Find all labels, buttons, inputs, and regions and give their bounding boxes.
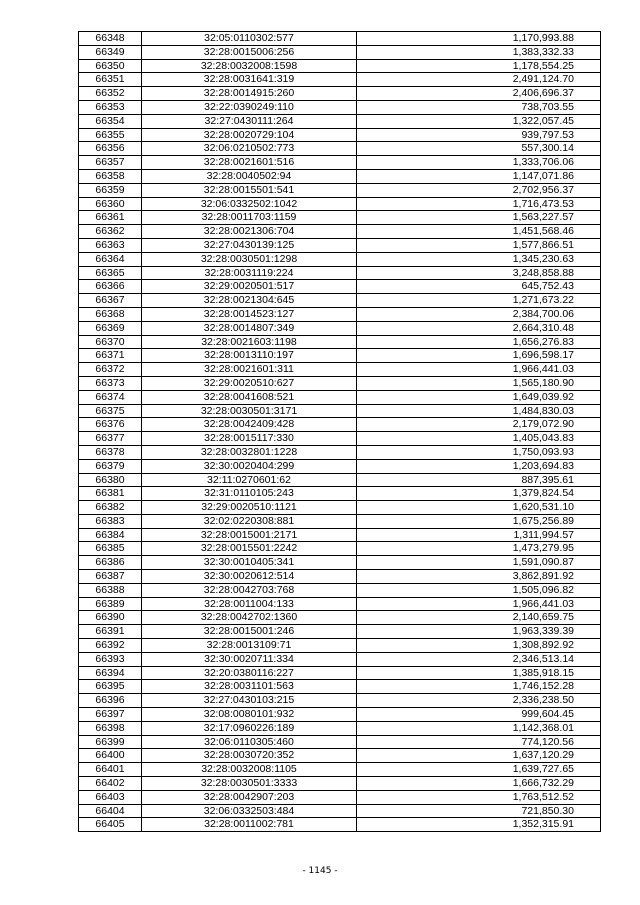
table-row: [79, 211, 601, 225]
cadastral-number-cell: 32:28:0042409:428: [142, 418, 357, 432]
amount-cell: 1,385,918.15: [357, 666, 601, 680]
amount-cell: 1,379,824.54: [357, 487, 601, 501]
table-row: [79, 335, 601, 349]
row-number-cell: 66400: [79, 749, 142, 763]
table-row: [79, 445, 601, 459]
table-body: [79, 32, 601, 832]
row-number-cell: 66386: [79, 556, 142, 570]
table-row: [79, 169, 601, 183]
row-number-cell: 66395: [79, 680, 142, 694]
amount-cell: 557,300.14: [357, 142, 601, 156]
table-row: [79, 307, 601, 321]
table-row: [79, 777, 601, 791]
table-row: [79, 128, 601, 142]
table-row: [79, 666, 601, 680]
row-number-cell: 66377: [79, 432, 142, 446]
cadastral-number-cell: 32:30:0010405:341: [142, 556, 357, 570]
cadastral-number-cell: 32:28:0042703:768: [142, 583, 357, 597]
amount-cell: 738,703.55: [357, 100, 601, 114]
cadastral-number-cell: 32:28:0042702:1360: [142, 611, 357, 625]
table-row: [79, 294, 601, 308]
row-number-cell: 66365: [79, 266, 142, 280]
amount-cell: 1,620,531.10: [357, 501, 601, 515]
cadastral-number-cell: 32:28:0032008:1105: [142, 763, 357, 777]
row-number-cell: 66383: [79, 514, 142, 528]
data-table-container: [78, 31, 598, 832]
amount-cell: 2,336,238.50: [357, 694, 601, 708]
table-row: [79, 694, 601, 708]
amount-cell: 1,716,473.53: [357, 197, 601, 211]
cadastral-number-cell: 32:30:0020612:514: [142, 570, 357, 584]
cadastral-number-cell: 32:28:0011004:133: [142, 597, 357, 611]
amount-cell: 1,170,993.88: [357, 32, 601, 46]
amount-cell: 1,451,568.46: [357, 225, 601, 239]
table-row: [79, 501, 601, 515]
amount-cell: 721,850.30: [357, 804, 601, 818]
table-row: [79, 183, 601, 197]
amount-cell: 1,565,180.90: [357, 376, 601, 390]
cadastral-number-cell: 32:29:0020510:1121: [142, 501, 357, 515]
row-number-cell: 66379: [79, 459, 142, 473]
cadastral-number-cell: 32:29:0020501:517: [142, 280, 357, 294]
page-number: - 1145 -: [302, 866, 338, 876]
row-number-cell: 66370: [79, 335, 142, 349]
cadastral-number-cell: 32:22:0390249:110: [142, 100, 357, 114]
cadastral-number-cell: 32:28:0015001:2171: [142, 528, 357, 542]
table-row: [79, 514, 601, 528]
row-number-cell: 66355: [79, 128, 142, 142]
table-row: [79, 570, 601, 584]
table-row: [79, 625, 601, 639]
row-number-cell: 66373: [79, 376, 142, 390]
row-number-cell: 66363: [79, 238, 142, 252]
amount-cell: 1,763,512.52: [357, 790, 601, 804]
amount-cell: 1,311,994.57: [357, 528, 601, 542]
amount-cell: 1,966,441.03: [357, 363, 601, 377]
row-number-cell: 66358: [79, 169, 142, 183]
table-row: [79, 100, 601, 114]
amount-cell: 3,862,891.92: [357, 570, 601, 584]
row-number-cell: 66350: [79, 59, 142, 73]
cadastral-number-cell: 32:28:0021601:516: [142, 156, 357, 170]
cadastral-number-cell: 32:27:0430103:215: [142, 694, 357, 708]
row-number-cell: 66384: [79, 528, 142, 542]
cadastral-number-cell: 32:28:0042907:203: [142, 790, 357, 804]
table-row: [79, 818, 601, 832]
amount-cell: 1,352,315.91: [357, 818, 601, 832]
table-row: [79, 280, 601, 294]
amount-cell: 1,383,332.33: [357, 45, 601, 59]
table-row: [79, 114, 601, 128]
row-number-cell: 66359: [79, 183, 142, 197]
amount-cell: 1,656,276.83: [357, 335, 601, 349]
amount-cell: 1,746,152.28: [357, 680, 601, 694]
row-number-cell: 66399: [79, 735, 142, 749]
table-row: [79, 804, 601, 818]
cadastral-number-cell: 32:08:0080101:932: [142, 708, 357, 722]
row-number-cell: 66378: [79, 445, 142, 459]
table-row: [79, 363, 601, 377]
amount-cell: 1,484,830.03: [357, 404, 601, 418]
table-row: [79, 652, 601, 666]
amount-cell: 1,966,441.03: [357, 597, 601, 611]
amount-cell: 939,797.53: [357, 128, 601, 142]
cadastral-number-cell: 32:06:0210502:773: [142, 142, 357, 156]
amount-cell: 1,563,227.57: [357, 211, 601, 225]
amount-cell: 1,649,039.92: [357, 390, 601, 404]
amount-cell: 999,604.45: [357, 708, 601, 722]
row-number-cell: 66357: [79, 156, 142, 170]
cadastral-number-cell: 32:28:0032801:1228: [142, 445, 357, 459]
table-row: [79, 266, 601, 280]
row-number-cell: 66394: [79, 666, 142, 680]
amount-cell: 887,395.61: [357, 473, 601, 487]
amount-cell: 2,346,513.14: [357, 652, 601, 666]
cadastral-number-cell: 32:28:0011703:1159: [142, 211, 357, 225]
table-row: [79, 390, 601, 404]
amount-cell: 1,178,554.25: [357, 59, 601, 73]
cadastral-number-cell: 32:20:0380116:227: [142, 666, 357, 680]
cadastral-number-cell: 32:29:0020510:627: [142, 376, 357, 390]
cadastral-number-cell: 32:28:0030501:3333: [142, 777, 357, 791]
cadastral-number-cell: 32:02:0220308:881: [142, 514, 357, 528]
amount-cell: 1,271,673.22: [357, 294, 601, 308]
amount-cell: 2,179,072.90: [357, 418, 601, 432]
cadastral-number-cell: 32:28:0014807:349: [142, 321, 357, 335]
row-number-cell: 66371: [79, 349, 142, 363]
row-number-cell: 66402: [79, 777, 142, 791]
data-table: [78, 31, 601, 832]
cadastral-number-cell: 32:28:0040502:94: [142, 169, 357, 183]
cadastral-number-cell: 32:28:0031641:319: [142, 73, 357, 87]
row-number-cell: 66396: [79, 694, 142, 708]
row-number-cell: 66374: [79, 390, 142, 404]
row-number-cell: 66397: [79, 708, 142, 722]
cadastral-number-cell: 32:28:0015001:246: [142, 625, 357, 639]
row-number-cell: 66372: [79, 363, 142, 377]
table-row: [79, 225, 601, 239]
table-row: [79, 418, 601, 432]
table-row: [79, 708, 601, 722]
cadastral-number-cell: 32:11:0270601:62: [142, 473, 357, 487]
amount-cell: 1,675,256.89: [357, 514, 601, 528]
cadastral-number-cell: 32:28:0041608:521: [142, 390, 357, 404]
cadastral-number-cell: 32:28:0032008:1598: [142, 59, 357, 73]
row-number-cell: 66354: [79, 114, 142, 128]
cadastral-number-cell: 32:28:0030501:1298: [142, 252, 357, 266]
table-row: [79, 735, 601, 749]
row-number-cell: 66385: [79, 542, 142, 556]
cadastral-number-cell: 32:28:0015117:330: [142, 432, 357, 446]
cadastral-number-cell: 32:17:0960226:189: [142, 721, 357, 735]
cadastral-number-cell: 32:28:0014523:127: [142, 307, 357, 321]
cadastral-number-cell: 32:28:0021304:645: [142, 294, 357, 308]
table-row: [79, 73, 601, 87]
amount-cell: 1,639,727.65: [357, 763, 601, 777]
table-row: [79, 542, 601, 556]
row-number-cell: 66361: [79, 211, 142, 225]
row-number-cell: 66360: [79, 197, 142, 211]
cadastral-number-cell: 32:06:0332503:484: [142, 804, 357, 818]
amount-cell: 2,664,310.48: [357, 321, 601, 335]
amount-cell: 1,473,279.95: [357, 542, 601, 556]
amount-cell: 1,405,043.83: [357, 432, 601, 446]
cadastral-number-cell: 32:28:0031101:563: [142, 680, 357, 694]
table-row: [79, 321, 601, 335]
amount-cell: 3,248,858.88: [357, 266, 601, 280]
row-number-cell: 66404: [79, 804, 142, 818]
cadastral-number-cell: 32:28:0015501:2242: [142, 542, 357, 556]
row-number-cell: 66376: [79, 418, 142, 432]
table-row: [79, 376, 601, 390]
amount-cell: 1,963,339.39: [357, 625, 601, 639]
cadastral-number-cell: 32:05:0110302:577: [142, 32, 357, 46]
table-row: [79, 528, 601, 542]
amount-cell: 645,752.43: [357, 280, 601, 294]
cadastral-number-cell: 32:06:0332502:1042: [142, 197, 357, 211]
row-number-cell: 66392: [79, 639, 142, 653]
row-number-cell: 66401: [79, 763, 142, 777]
cadastral-number-cell: 32:28:0013110:197: [142, 349, 357, 363]
table-row: [79, 197, 601, 211]
row-number-cell: 66391: [79, 625, 142, 639]
table-row: [79, 252, 601, 266]
cadastral-number-cell: 32:28:0031119:224: [142, 266, 357, 280]
table-row: [79, 59, 601, 73]
row-number-cell: 66351: [79, 73, 142, 87]
table-row: [79, 45, 601, 59]
row-number-cell: 66353: [79, 100, 142, 114]
cadastral-number-cell: 32:27:0430139:125: [142, 238, 357, 252]
cadastral-number-cell: 32:28:0014915:260: [142, 87, 357, 101]
row-number-cell: 66387: [79, 570, 142, 584]
table-row: [79, 32, 601, 46]
amount-cell: 1,203,694.83: [357, 459, 601, 473]
cadastral-number-cell: 32:28:0011002:781: [142, 818, 357, 832]
table-row: [79, 238, 601, 252]
row-number-cell: 66398: [79, 721, 142, 735]
row-number-cell: 66389: [79, 597, 142, 611]
row-number-cell: 66352: [79, 87, 142, 101]
row-number-cell: 66375: [79, 404, 142, 418]
amount-cell: 2,140,659.75: [357, 611, 601, 625]
row-number-cell: 66364: [79, 252, 142, 266]
cadastral-number-cell: 32:28:0021601:311: [142, 363, 357, 377]
row-number-cell: 66380: [79, 473, 142, 487]
amount-cell: 1,322,057.45: [357, 114, 601, 128]
row-number-cell: 66369: [79, 321, 142, 335]
cadastral-number-cell: 32:28:0030501:3171: [142, 404, 357, 418]
row-number-cell: 66356: [79, 142, 142, 156]
table-row: [79, 597, 601, 611]
amount-cell: 2,406,696.37: [357, 87, 601, 101]
cadastral-number-cell: 32:27:0430111:264: [142, 114, 357, 128]
amount-cell: 2,702,956.37: [357, 183, 601, 197]
table-row: [79, 142, 601, 156]
table-row: [79, 790, 601, 804]
cadastral-number-cell: 32:28:0015501:541: [142, 183, 357, 197]
amount-cell: 1,666,732.29: [357, 777, 601, 791]
table-row: [79, 556, 601, 570]
cadastral-number-cell: 32:28:0013109:71: [142, 639, 357, 653]
amount-cell: 774,120.56: [357, 735, 601, 749]
row-number-cell: 66367: [79, 294, 142, 308]
row-number-cell: 66405: [79, 818, 142, 832]
table-row: [79, 349, 601, 363]
table-row: [79, 639, 601, 653]
cadastral-number-cell: 32:28:0020729:104: [142, 128, 357, 142]
table-row: [79, 487, 601, 501]
row-number-cell: 66348: [79, 32, 142, 46]
cadastral-number-cell: 32:28:0030720:352: [142, 749, 357, 763]
amount-cell: 2,491,124.70: [357, 73, 601, 87]
cadastral-number-cell: 32:30:0020404:299: [142, 459, 357, 473]
cadastral-number-cell: 32:06:0110305:460: [142, 735, 357, 749]
row-number-cell: 66368: [79, 307, 142, 321]
table-row: [79, 404, 601, 418]
amount-cell: 1,750,093.93: [357, 445, 601, 459]
amount-cell: 2,384,700.06: [357, 307, 601, 321]
row-number-cell: 66390: [79, 611, 142, 625]
table-row: [79, 583, 601, 597]
table-row: [79, 432, 601, 446]
table-row: [79, 459, 601, 473]
row-number-cell: 66388: [79, 583, 142, 597]
cadastral-number-cell: 32:28:0021306:704: [142, 225, 357, 239]
amount-cell: 1,591,090.87: [357, 556, 601, 570]
row-number-cell: 66382: [79, 501, 142, 515]
amount-cell: 1,308,892.92: [357, 639, 601, 653]
table-row: [79, 156, 601, 170]
table-row: [79, 721, 601, 735]
row-number-cell: 66349: [79, 45, 142, 59]
amount-cell: 1,696,598.17: [357, 349, 601, 363]
cadastral-number-cell: 32:30:0020711:334: [142, 652, 357, 666]
amount-cell: 1,345,230.63: [357, 252, 601, 266]
amount-cell: 1,147,071.86: [357, 169, 601, 183]
amount-cell: 1,142,368.01: [357, 721, 601, 735]
table-row: [79, 87, 601, 101]
table-row: [79, 680, 601, 694]
cadastral-number-cell: 32:28:0021603:1198: [142, 335, 357, 349]
amount-cell: 1,637,120.29: [357, 749, 601, 763]
table-row: [79, 763, 601, 777]
amount-cell: 1,333,706.06: [357, 156, 601, 170]
row-number-cell: 66362: [79, 225, 142, 239]
table-row: [79, 611, 601, 625]
amount-cell: 1,505,096.82: [357, 583, 601, 597]
row-number-cell: 66381: [79, 487, 142, 501]
row-number-cell: 66366: [79, 280, 142, 294]
cadastral-number-cell: 32:28:0015006:256: [142, 45, 357, 59]
table-row: [79, 473, 601, 487]
row-number-cell: 66403: [79, 790, 142, 804]
cadastral-number-cell: 32:31:0110105:243: [142, 487, 357, 501]
amount-cell: 1,577,866.51: [357, 238, 601, 252]
row-number-cell: 66393: [79, 652, 142, 666]
table-row: [79, 749, 601, 763]
